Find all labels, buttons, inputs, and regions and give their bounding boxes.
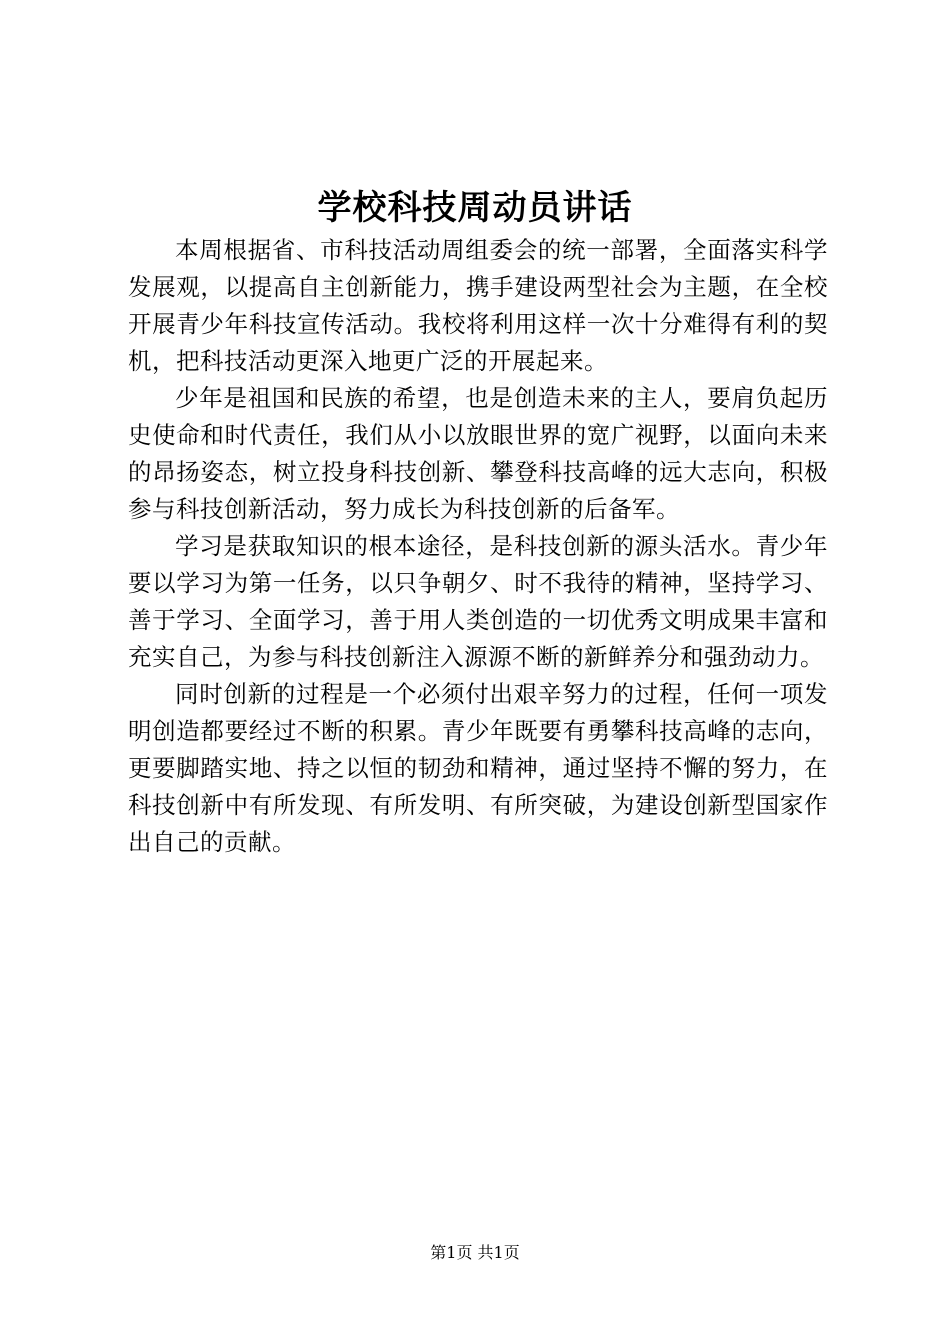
paragraph-4: 同时创新的过程是一个必须付出艰辛努力的过程，任何一项发明创造都要经过不断的积累。青少年既要有勇攀科技高峰的志向，更要脚踏实地、持之以恒的韧劲和精神，通过坚持不懈的努力，在科技创新中有所发现、有所发明、有所突破，为建设创新型国家作出自己的贡献。 — [128, 680, 828, 856]
paragraph-2: 少年是祖国和民族的希望，也是创造未来的主人，要肩负起历史使命和时代责任，我们从小以放眼世界的宽广视野，以面向未来的昂扬姿态，树立投身科技创新、攀登科技高峰的远大志向，积极参与科技创新活动，努力成长为科技创新的后备军。 — [128, 384, 828, 523]
paragraph-1: 本周根据省、市科技活动周组委会的统一部署，全面落实科学发展观，以提高自主创新能力，携手建设两型社会为主题，在全校开展青少年科技宣传活动。我校将利用这样一次十分难得有利的契机，把科技活动更深入地更广泛的开展起来。 — [128, 236, 828, 375]
paragraph-3: 学习是获取知识的根本途径，是科技创新的源头活水。青少年要以学习为第一任务，以只争朝夕、时不我待的精神，坚持学习、善于学习、全面学习，善于用人类创造的一切优秀文明成果丰富和充实自己，为参与科技创新注入源源不断的新鲜养分和强劲动力。 — [128, 532, 828, 671]
page-number-footer: 第1页 共1页 — [430, 1243, 520, 1262]
page-title: 学校科技周动员讲话 — [317, 188, 633, 228]
document-body — [128, 232, 828, 861]
